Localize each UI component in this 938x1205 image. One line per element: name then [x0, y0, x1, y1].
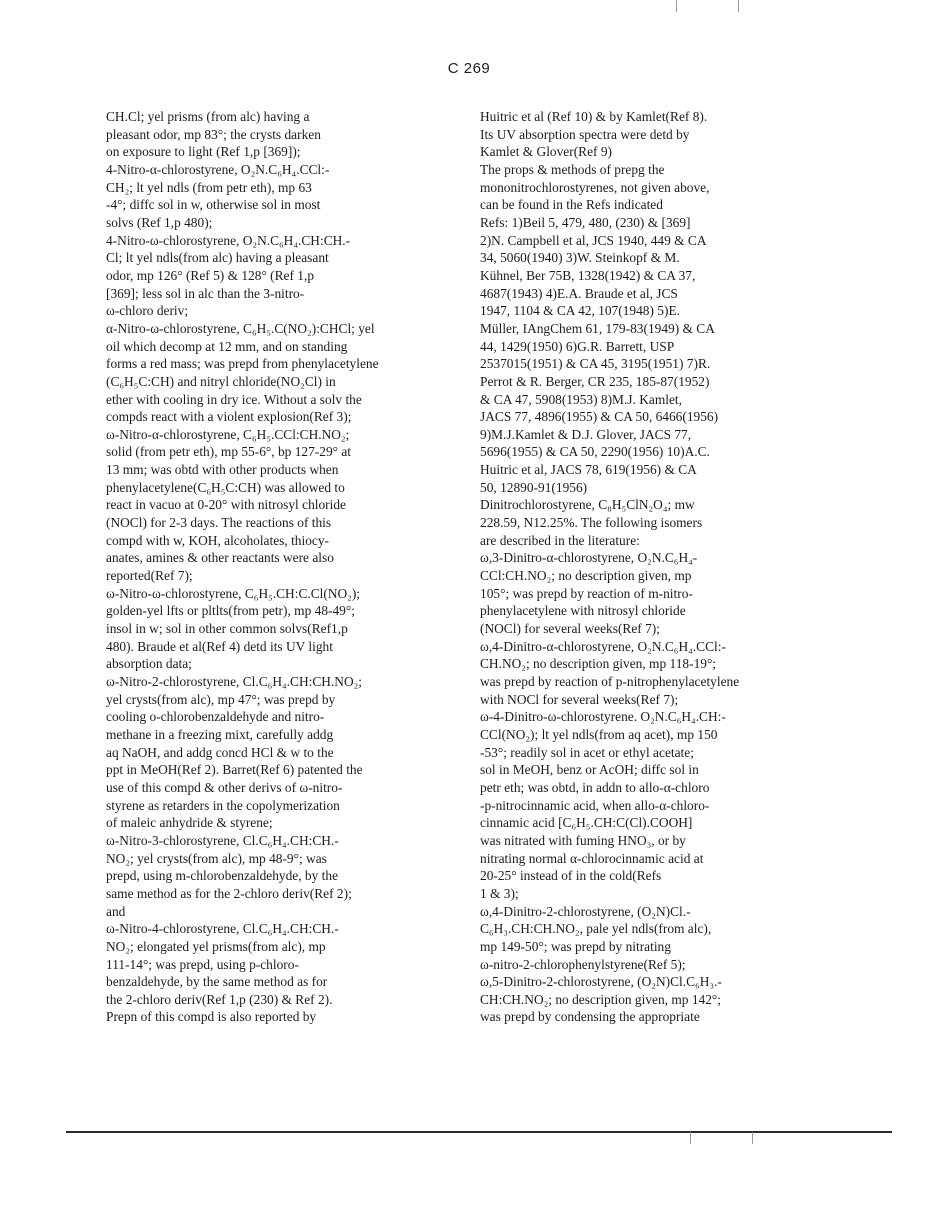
text-line: CCl:CH.NO₂; no description given, mp — [480, 568, 692, 584]
text-line: same method as for the 2-chloro deriv(Ref 2); — [106, 885, 352, 901]
text-line: and — [106, 903, 126, 919]
text-line: nitrating normal α-chlorocinnamic acid at — [480, 850, 704, 866]
text-line: α-Nitro-ω-chlorostyrene, C₆H₅.C(NO₂):CHCl; yel — [106, 320, 375, 336]
footer-rule — [66, 1131, 892, 1133]
text-line: ω-Nitro-3-chlorostyrene, Cl.C₆H₄.CH:CH.- — [106, 832, 339, 848]
text-line: Its UV absorption spectra were detd by — [480, 126, 690, 142]
text-line: pleasant odor, mp 83°; the crysts darken — [106, 126, 321, 142]
text-line: ether with cooling in dry ice. Without a solv the — [106, 391, 362, 407]
text-line: Kamlet & Glover(Ref 9) — [480, 144, 613, 160]
scan-mark-top-1 — [676, 0, 677, 12]
text-line: forms a red mass; was prepd from phenylacetylene — [106, 356, 379, 372]
text-line: 4-Nitro-α-chlorostyrene, O₂N.C₆H₄.CCl:- — [106, 161, 330, 177]
text-line: aq NaOH, and addg concd HCl & w to the — [106, 744, 334, 760]
page-header: C 269 — [447, 60, 491, 77]
text-line: 1947, 1104 & CA 42, 107(1948) 5)E. — [480, 303, 680, 319]
text-line: [369]; less sol in alc than the 3-nitro- — [106, 285, 305, 301]
text-line: was prepd by reaction of p-nitrophenylacetylene — [480, 674, 740, 689]
text-line: ω-Nitro-2-chlorostyrene, Cl.C₆H₄.CH:CH.NO₂; — [106, 674, 363, 689]
text-line: Huitric et al, JACS 78, 619(1956) & CA — [480, 462, 697, 478]
text-line: 480). Braude et al(Ref 4) detd its UV light — [106, 638, 333, 654]
text-line: & CA 47, 5908(1953) 8)M.J. Kamlet, — [480, 391, 682, 407]
text-line: benzaldehyde, by the same method as for — [106, 974, 328, 990]
text-line: petr eth; was obtd, in addn to allo-α-chloro — [480, 779, 710, 795]
right-column — [480, 108, 825, 1026]
text-line: Dinitrochlorostyrene, C₈H₅ClN₂O₄; mw — [480, 497, 695, 513]
text-line: was nitrated with fuming HNO₃, or by — [480, 832, 686, 848]
text-line: of maleic anhydride & styrene; — [106, 815, 273, 831]
text-line: solid (from petr eth), mp 55-6°, bp 127-29° at — [106, 444, 352, 460]
text-line: 34, 5060(1940) 3)W. Steinkopf & M. — [480, 250, 680, 266]
text-line: 13 mm; was obtd with other products when — [106, 462, 339, 478]
text-line: prepd, using m-chlorobenzaldehyde, by the — [106, 868, 339, 884]
left-column — [106, 108, 438, 1026]
text-line: ω-chloro deriv; — [106, 303, 189, 319]
text-line: reported(Ref 7); — [106, 568, 193, 584]
text-line: Kühnel, Ber 75B, 1328(1942) & CA 37, — [480, 267, 696, 283]
text-line: ω-Nitro-ω-chlorostyrene, C₆H₅.CH:C.Cl(NO₂); — [106, 585, 361, 601]
text-line: Müller, IAngChem 61, 179-83(1949) & CA — [480, 320, 715, 336]
text-line: react in vacuo at 0-20° with nitrosyl chloride — [106, 497, 346, 513]
text-line: The props & methods of prepg the — [480, 161, 665, 177]
text-line: ω-Nitro-α-chlorostyrene, C₆H₅.CCl:CH.NO₂; — [106, 426, 350, 442]
text-line: NO₂; elongated yel prisms(from alc), mp — [106, 938, 326, 954]
text-line: can be found in the Refs indicated — [480, 197, 663, 213]
text-line: Cl; lt yel ndls(from alc) having a pleasant — [106, 250, 329, 266]
text-line: insol in w; sol in other common solvs(Ref1,p — [106, 621, 348, 637]
text-line: with NOCl for several weeks(Ref 7); — [480, 691, 679, 707]
text-line: -p-nitrocinnamic acid, when allo-α-chloro- — [480, 797, 710, 813]
text-line: -4°; diffc sol in w, otherwise sol in most — [106, 197, 321, 213]
text-line: 44, 1429(1950) 6)G.R. Barrett, USP — [480, 338, 675, 354]
text-line: (C₆H₅C:CH) and nitryl chloride(NO₂Cl) in — [106, 373, 336, 389]
text-line: 228.59, N12.25%. The following isomers — [480, 515, 703, 531]
text-line: compds react with a violent explosion(Ref 3); — [106, 409, 352, 425]
text-line: use of this compd & other derivs of ω-nitro- — [106, 779, 343, 795]
text-line: sol in MeOH, benz or AcOH; diffc sol in — [480, 762, 699, 778]
text-line: compd with w, KOH, alcoholates, thiocy- — [106, 532, 330, 548]
text-line: CCl(NO₂); lt yel ndls(from aq acet), mp 150 — [480, 726, 718, 742]
text-line: ω-nitro-2-chlorophenylstyrene(Ref 5); — [480, 956, 686, 972]
text-line: JACS 77, 4896(1955) & CA 50, 6466(1956) — [480, 409, 719, 425]
text-line: anates, amines & other reactants were also — [106, 550, 334, 566]
text-line: 50, 12890-91(1956) — [480, 479, 588, 495]
text-line: ω-4-Dinitro-ω-chlorostyrene. O₂N.C₆H₄.CH:- — [480, 709, 726, 725]
text-line: mp 149-50°; was prepd by nitrating — [480, 938, 671, 954]
text-line: CH:CH.NO₂; no description given, mp 142°; — [480, 991, 721, 1007]
text-line: absorption data; — [106, 656, 192, 672]
text-line: CH.Cl; yel prisms (from alc) having a — [106, 109, 310, 124]
text-line: cinnamic acid [C₆H₅.CH:C(Cl).COOH] — [480, 815, 693, 831]
text-line: yel crysts(from alc), mp 47°; was prepd by — [106, 691, 336, 707]
text-line: ω-Nitro-4-chlorostyrene, Cl.C₆H₄.CH:CH.- — [106, 921, 339, 937]
text-line: the 2-chloro deriv(Ref 1,p (230) & Ref 2). — [106, 991, 333, 1007]
text-line: ω,4-Dinitro-α-chlorostyrene, O₂N.C₆H₄.CCl:- — [480, 638, 726, 654]
text-line: NO₂; yel crysts(from alc), mp 48-9°; was — [106, 850, 327, 866]
text-line: ppt in MeOH(Ref 2). Barret(Ref 6) patented the — [106, 762, 363, 778]
text-line: methane in a freezing mixt, carefully addg — [106, 726, 334, 742]
text-line: Huitric et al (Ref 10) & by Kamlet(Ref 8). — [480, 109, 708, 124]
text-line: 4687(1943) 4)E.A. Braude et al, JCS — [480, 285, 678, 301]
text-line: was prepd by condensing the appropriate — [480, 1009, 700, 1025]
scan-mark-bottom-1 — [690, 1132, 691, 1144]
text-line: phenylacetylene with nitrosyl chloride — [480, 603, 686, 619]
text-line: solvs (Ref 1,p 480); — [106, 214, 213, 230]
text-line: 2537015(1951) & CA 45, 3195(1951) 7)R. — [480, 356, 711, 372]
text-line: Refs: 1)Beil 5, 479, 480, (230) & [369] — [480, 214, 691, 230]
text-line: C₆H₃.CH:CH.NO₂, pale yel ndls(from alc), — [480, 921, 712, 937]
text-line: -53°; readily sol in acet or ethyl acetate; — [480, 744, 694, 760]
text-line: mononitrochlorostyrenes, not given above, — [480, 179, 710, 195]
text-line: 1 & 3); — [480, 885, 519, 901]
scan-mark-top-2 — [738, 0, 739, 12]
text-line: 111-14°; was prepd, using p-chloro- — [106, 956, 299, 972]
text-line: ω,5-Dinitro-2-chlorostyrene, (O₂N)Cl.C₆H₃.- — [480, 974, 722, 990]
text-line: phenylacetylene(C₆H₅C:CH) was allowed to — [106, 479, 345, 495]
text-line: Prepn of this compd is also reported by — [106, 1009, 317, 1025]
text-line: are described in the literature: — [480, 532, 640, 548]
text-line: 5696(1955) & CA 50, 2290(1956) 10)A.C. — [480, 444, 710, 460]
text-line: ω,4-Dinitro-2-chlorostyrene, (O₂N)Cl.- — [480, 903, 691, 919]
text-line: on exposure to light (Ref 1,p [369]); — [106, 144, 301, 160]
text-line: cooling o-chlorobenzaldehyde and nitro- — [106, 709, 325, 725]
text-line: (NOCl) for 2-3 days. The reactions of this — [106, 515, 332, 531]
scan-mark-bottom-2 — [752, 1132, 753, 1144]
text-line: golden-yel lfts or pltlts(from petr), mp 48-49°; — [106, 603, 355, 619]
text-line: 2)N. Campbell et al, JCS 1940, 449 & CA — [480, 232, 707, 248]
text-line: oil which decomp at 12 mm, and on standing — [106, 338, 348, 354]
text-line: 4-Nitro-ω-chlorostyrene, O₂N.C₆H₄.CH:CH.- — [106, 232, 351, 248]
text-line: (NOCl) for several weeks(Ref 7); — [480, 621, 660, 637]
text-line: 20-25° instead of in the cold(Refs — [480, 868, 662, 884]
text-line: Perrot & R. Berger, CR 235, 185-87(1952) — [480, 373, 710, 389]
text-line: 105°; was prepd by reaction of m-nitro- — [480, 585, 693, 601]
text-line: 9)M.J.Kamlet & D.J. Glover, JACS 77, — [480, 426, 692, 442]
text-line: styrene as retarders in the copolymerization — [106, 797, 340, 813]
text-line: CH₂; lt yel ndls (from petr eth), mp 63 — [106, 179, 312, 195]
text-line: CH.NO₂; no description given, mp 118-19°; — [480, 656, 717, 672]
text-line: odor, mp 126° (Ref 5) & 128° (Ref 1,p — [106, 267, 315, 283]
text-line: ω,3-Dinitro-α-chlorostyrene, O₂N.C₆H₄- — [480, 550, 698, 566]
